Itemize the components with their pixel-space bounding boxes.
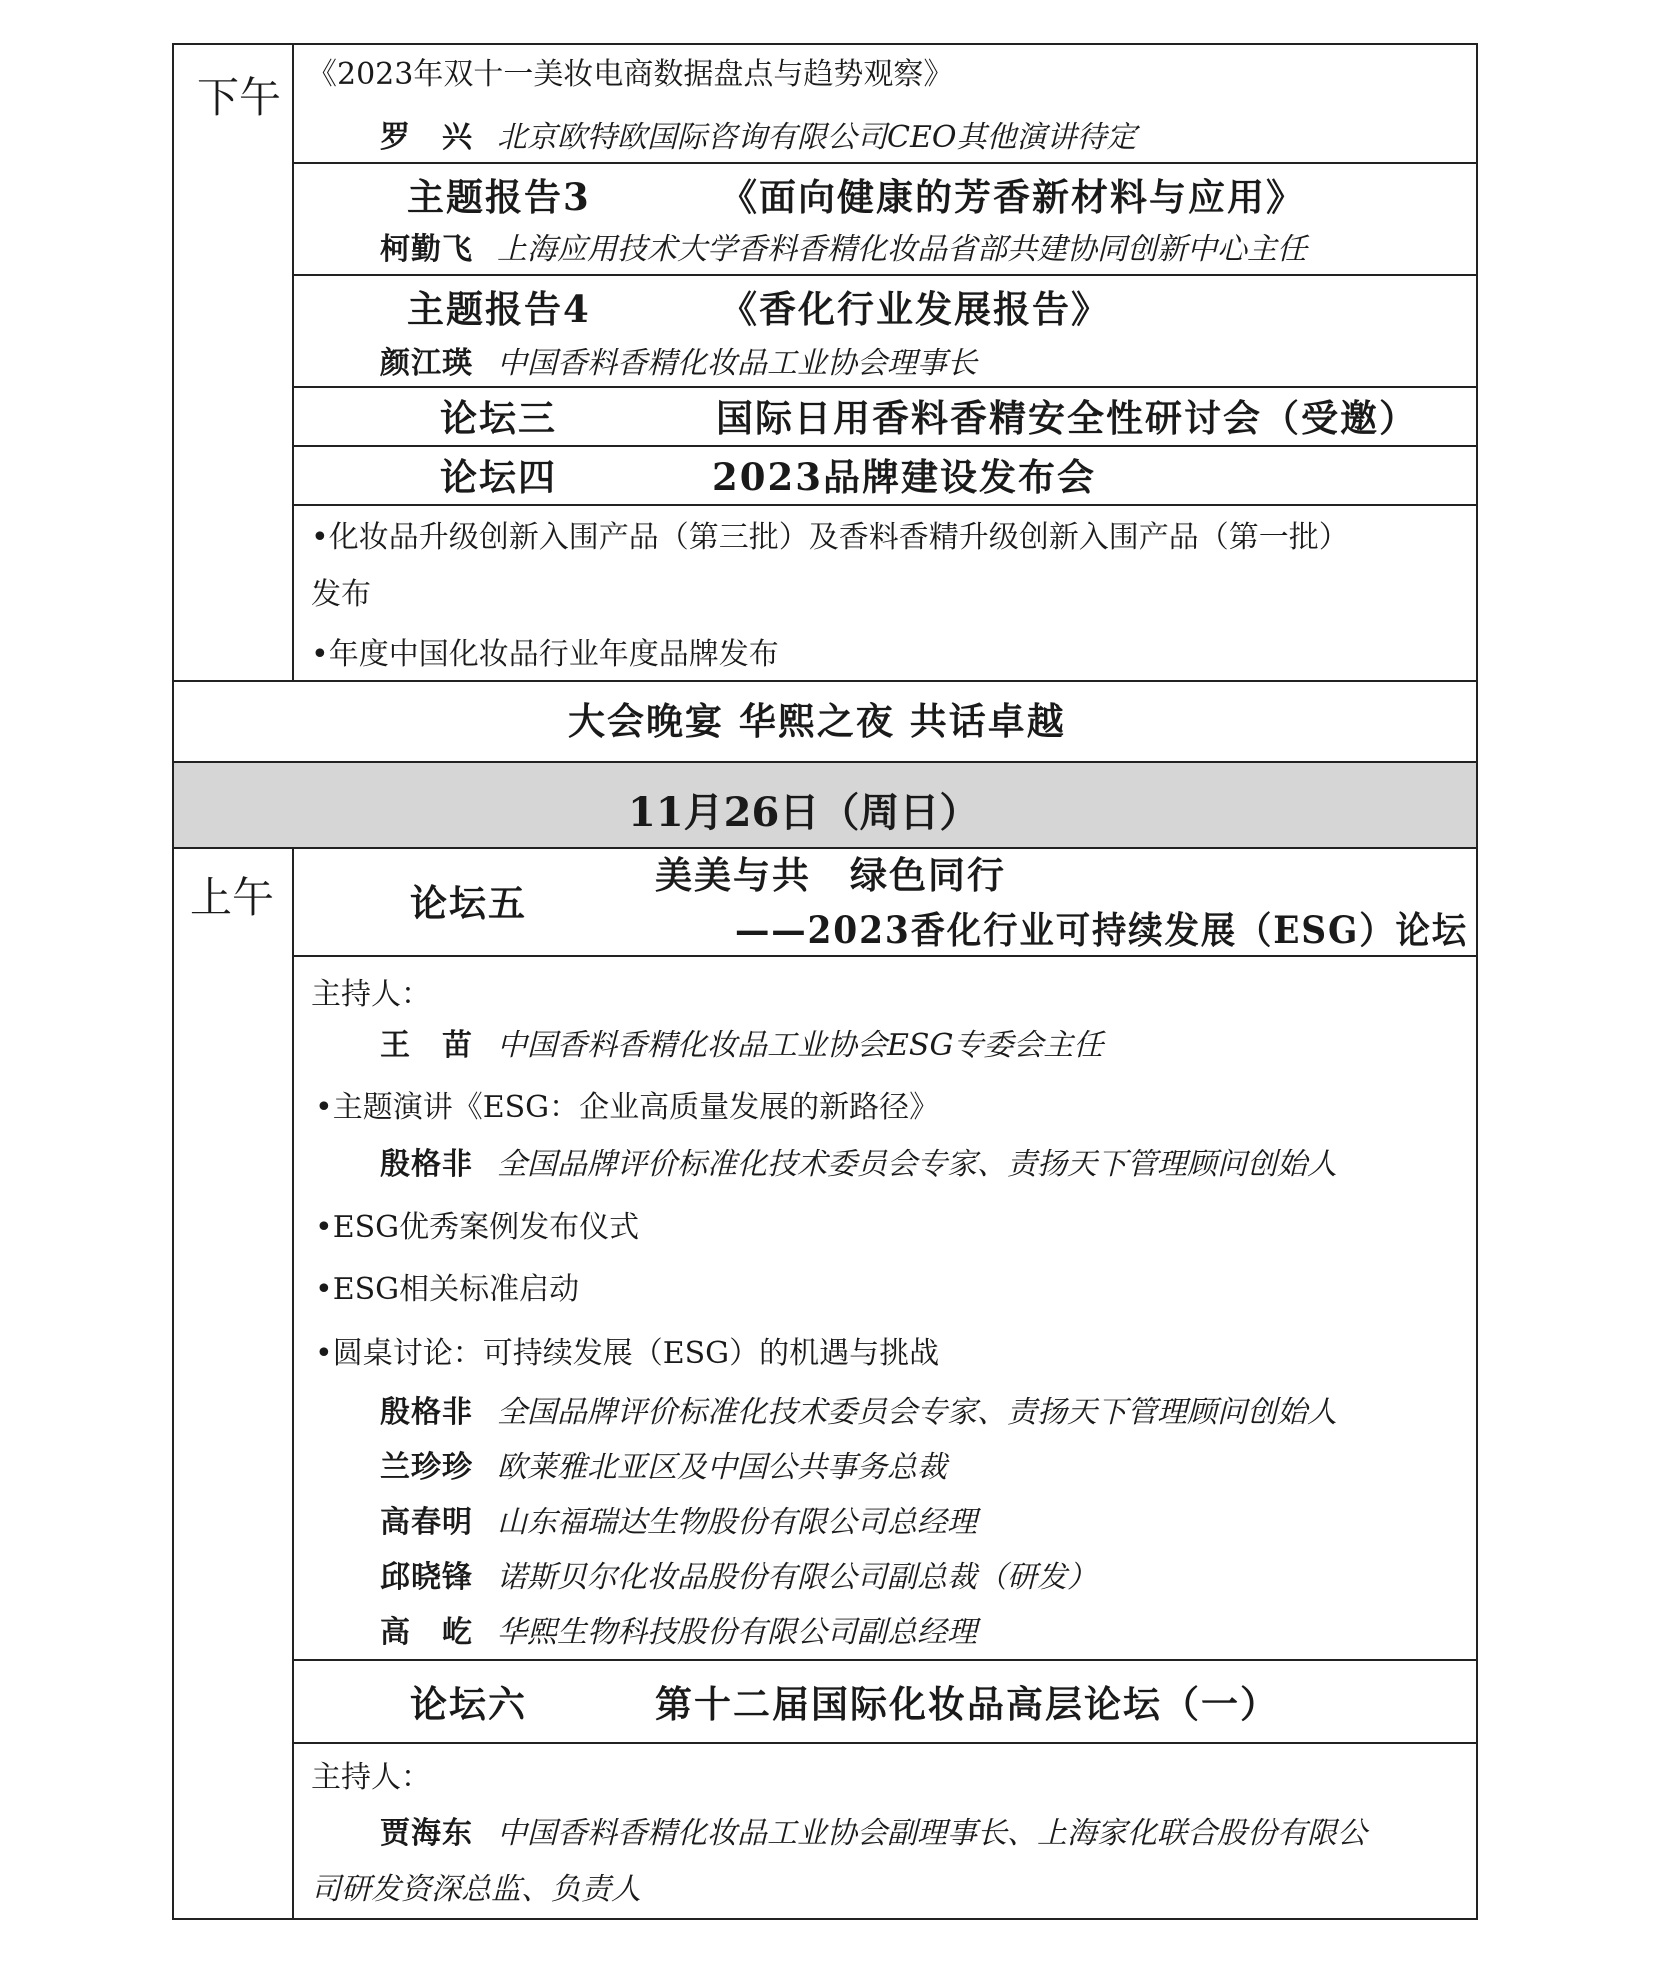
speaker-name: 柯勤飞 [380,232,473,267]
forum4-label: 论坛四 [440,455,557,499]
row-divider [292,1659,1478,1661]
bullet-item: •ESG优秀案例发布仪式 [315,1210,640,1245]
row-divider [172,680,1478,682]
speaker-name: 颜江瑛 [380,346,473,381]
panelist-affiliation: 山东福瑞达生物股份有限公司总经理 [497,1505,977,1540]
table-border-left [172,43,174,1920]
row-divider [172,847,1478,849]
forum4-title: 2023品牌建设发布会 [712,455,1096,499]
forum6-title: 第十二届国际化妆品高层论坛（一） [655,1682,1279,1726]
report3-title: 《面向健康的芳香新材料与应用》 [720,175,1305,219]
row-divider [292,1742,1478,1744]
day-heading: 11月26日（周日） [628,789,980,836]
panelist-name: 邱晓锋 [380,1560,473,1595]
row-divider [292,162,1478,164]
column-divider [292,43,294,680]
bullet-item: •ESG相关标准启动 [315,1272,580,1307]
row-divider [292,274,1478,276]
bullet-item: •主题演讲《ESG：企业高质量发展的新路径》 [315,1090,940,1125]
forum5-subtitle: ——2023香化行业可持续发展（ESG）论坛 [735,908,1468,952]
row-divider [292,504,1478,506]
banquet-title: 大会晚宴 华熙之夜 共话卓越 [568,699,1066,743]
panelist-name: 高 屹 [380,1615,473,1650]
host-name: 贾海东 [380,1816,473,1851]
report3-label: 主题报告3 [407,175,591,219]
table-border-right [1476,43,1478,1920]
bullet-item-continuation: 发布 [311,577,371,612]
afternoon-label: 下午 [197,73,282,122]
host-label: 主持人： [311,1760,431,1795]
forum5-label: 论坛五 [410,881,527,925]
row-divider [292,955,1478,957]
host-affiliation: 中国香料香精化妆品工业协会副理事长、上海家化联合股份有限公 [497,1816,1367,1851]
speaker-name: 罗 兴 [380,120,473,155]
speaker-affiliation: 全国品牌评价标准化技术委员会专家、责扬天下管理顾问创始人 [497,1147,1337,1182]
host-name: 王 苗 [380,1028,473,1063]
host-affiliation-continuation: 司研发资深总监、负责人 [311,1872,641,1907]
speaker-name: 殷格非 [380,1147,473,1182]
panelist-name: 高春明 [380,1505,473,1540]
panelist-name: 兰珍珍 [380,1450,473,1485]
row-divider [292,386,1478,388]
report4-label: 主题报告4 [407,287,591,331]
forum6-label: 论坛六 [410,1682,527,1726]
forum5-title: 美美与共 绿色同行 [655,853,1006,897]
speaker-affiliation: 上海应用技术大学香料香精化妆品省部共建协同创新中心主任 [497,232,1307,267]
report4-title: 《香化行业发展报告》 [720,287,1110,331]
panelist-name: 殷格非 [380,1395,473,1430]
host-affiliation: 中国香料香精化妆品工业协会ESG专委会主任 [497,1028,1104,1063]
bullet-item: •圆桌讨论：可持续发展（ESG）的机遇与挑战 [315,1336,940,1371]
talk-title: 《2023年双十一美妆电商数据盘点与趋势观察》 [307,57,954,92]
table-border-bottom [172,1918,1478,1920]
bullet-item: •年度中国化妆品行业年度品牌发布 [311,637,779,672]
forum3-title: 国际日用香料香精安全性研讨会（受邀） [716,396,1418,440]
panelist-affiliation: 诺斯贝尔化妆品股份有限公司副总裁（研发） [497,1560,1097,1595]
panelist-affiliation: 华熙生物科技股份有限公司副总经理 [497,1615,977,1650]
morning-label: 上午 [190,873,275,922]
bullet-item: •化妆品升级创新入围产品（第三批）及香料香精升级创新入围产品（第一批） [311,520,1349,555]
row-divider [172,761,1478,763]
speaker-affiliation: 中国香料香精化妆品工业协会理事长 [497,346,977,381]
column-divider [292,848,294,1920]
panelist-affiliation: 全国品牌评价标准化技术委员会专家、责扬天下管理顾问创始人 [497,1395,1337,1430]
host-label: 主持人： [311,977,431,1012]
row-divider [292,445,1478,447]
forum3-label: 论坛三 [440,396,557,440]
table-border-top [172,43,1478,45]
speaker-affiliation: 北京欧特欧国际咨询有限公司CEO其他演讲待定 [497,120,1137,155]
panelist-affiliation: 欧莱雅北亚区及中国公共事务总裁 [497,1450,947,1485]
